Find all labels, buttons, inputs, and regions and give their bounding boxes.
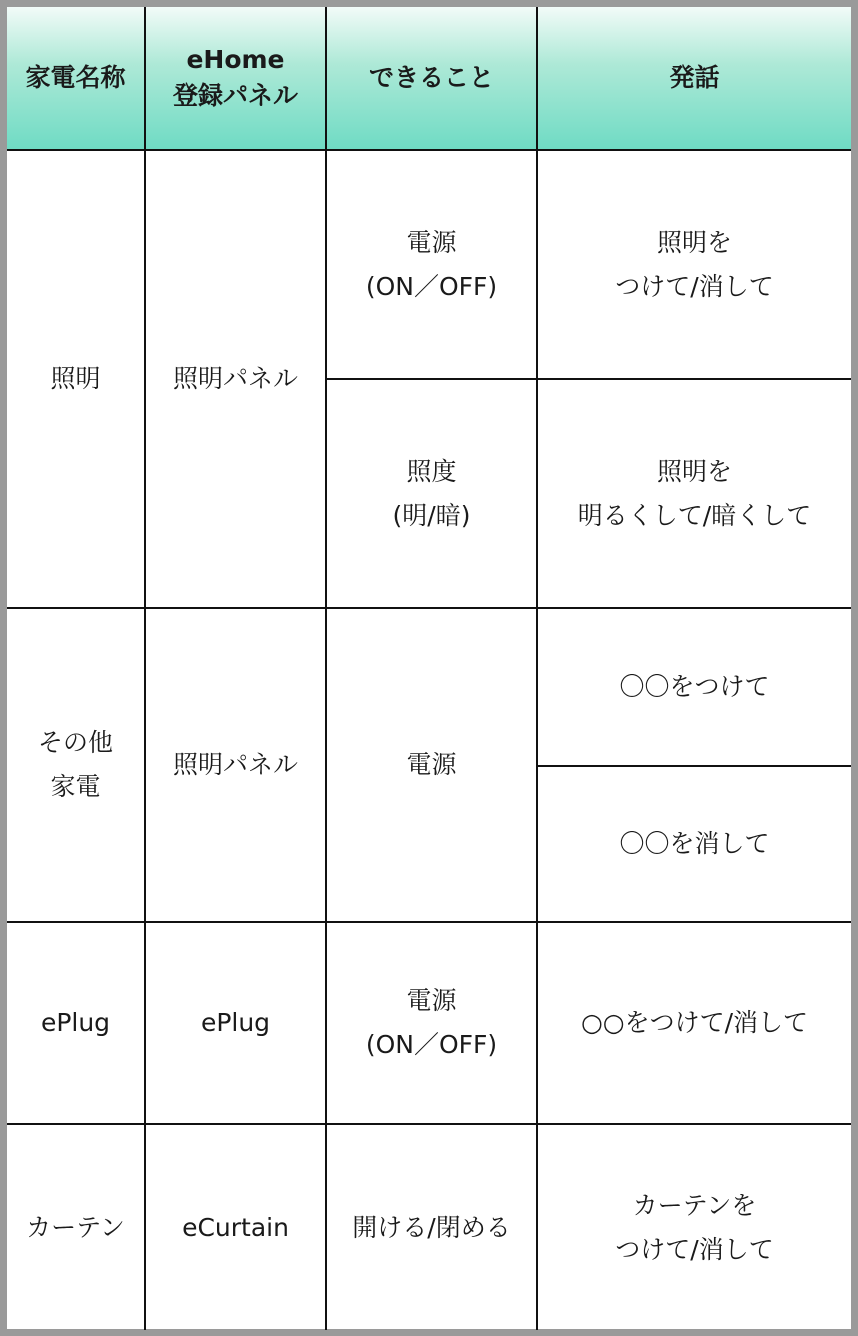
cell-appliance-eplug: ePlug xyxy=(7,922,145,1124)
table-row xyxy=(7,608,851,766)
cell-panel-curtain: eCurtain xyxy=(145,1124,326,1330)
header-utterance: 発話 xyxy=(537,7,851,150)
cell-utterance-light-brightness: 照明を 明るくして/暗くして xyxy=(537,379,851,608)
header-ehome-panel: eHome 登録パネル xyxy=(145,7,326,150)
table-row xyxy=(7,922,851,1124)
cell-panel-eplug: ePlug xyxy=(145,922,326,1124)
cell-utterance-light-power: 照明を つけて/消して xyxy=(537,150,851,379)
cell-appliance-other: その他 家電 xyxy=(7,608,145,922)
cell-capability-power: 電源 (ON／OFF) xyxy=(326,150,537,379)
cell-utterance-curtain: カーテンを つけて/消して xyxy=(537,1124,851,1330)
table-row xyxy=(7,150,851,379)
table-header-row xyxy=(7,7,851,150)
cell-capability-brightness: 照度 (明/暗) xyxy=(326,379,537,608)
cell-utterance-other-off: 〇〇を消して xyxy=(537,766,851,922)
cell-appliance-curtain: カーテン xyxy=(7,1124,145,1330)
cell-panel-light: 照明パネル xyxy=(145,150,326,608)
ehome-appliance-table xyxy=(7,7,851,1330)
cell-panel-other: 照明パネル xyxy=(145,608,326,922)
cell-utterance-other-on: 〇〇をつけて xyxy=(537,608,851,766)
cell-capability-other-power: 電源 xyxy=(326,608,537,922)
cell-capability-curtain: 開ける/閉める xyxy=(326,1124,537,1330)
cell-appliance-light: 照明 xyxy=(7,150,145,608)
table-row xyxy=(7,1124,851,1330)
header-capability: できること xyxy=(326,7,537,150)
header-appliance-name: 家電名称 xyxy=(7,7,145,150)
cell-utterance-eplug: ○○をつけて/消して xyxy=(537,922,851,1124)
cell-capability-eplug: 電源 (ON／OFF) xyxy=(326,922,537,1124)
